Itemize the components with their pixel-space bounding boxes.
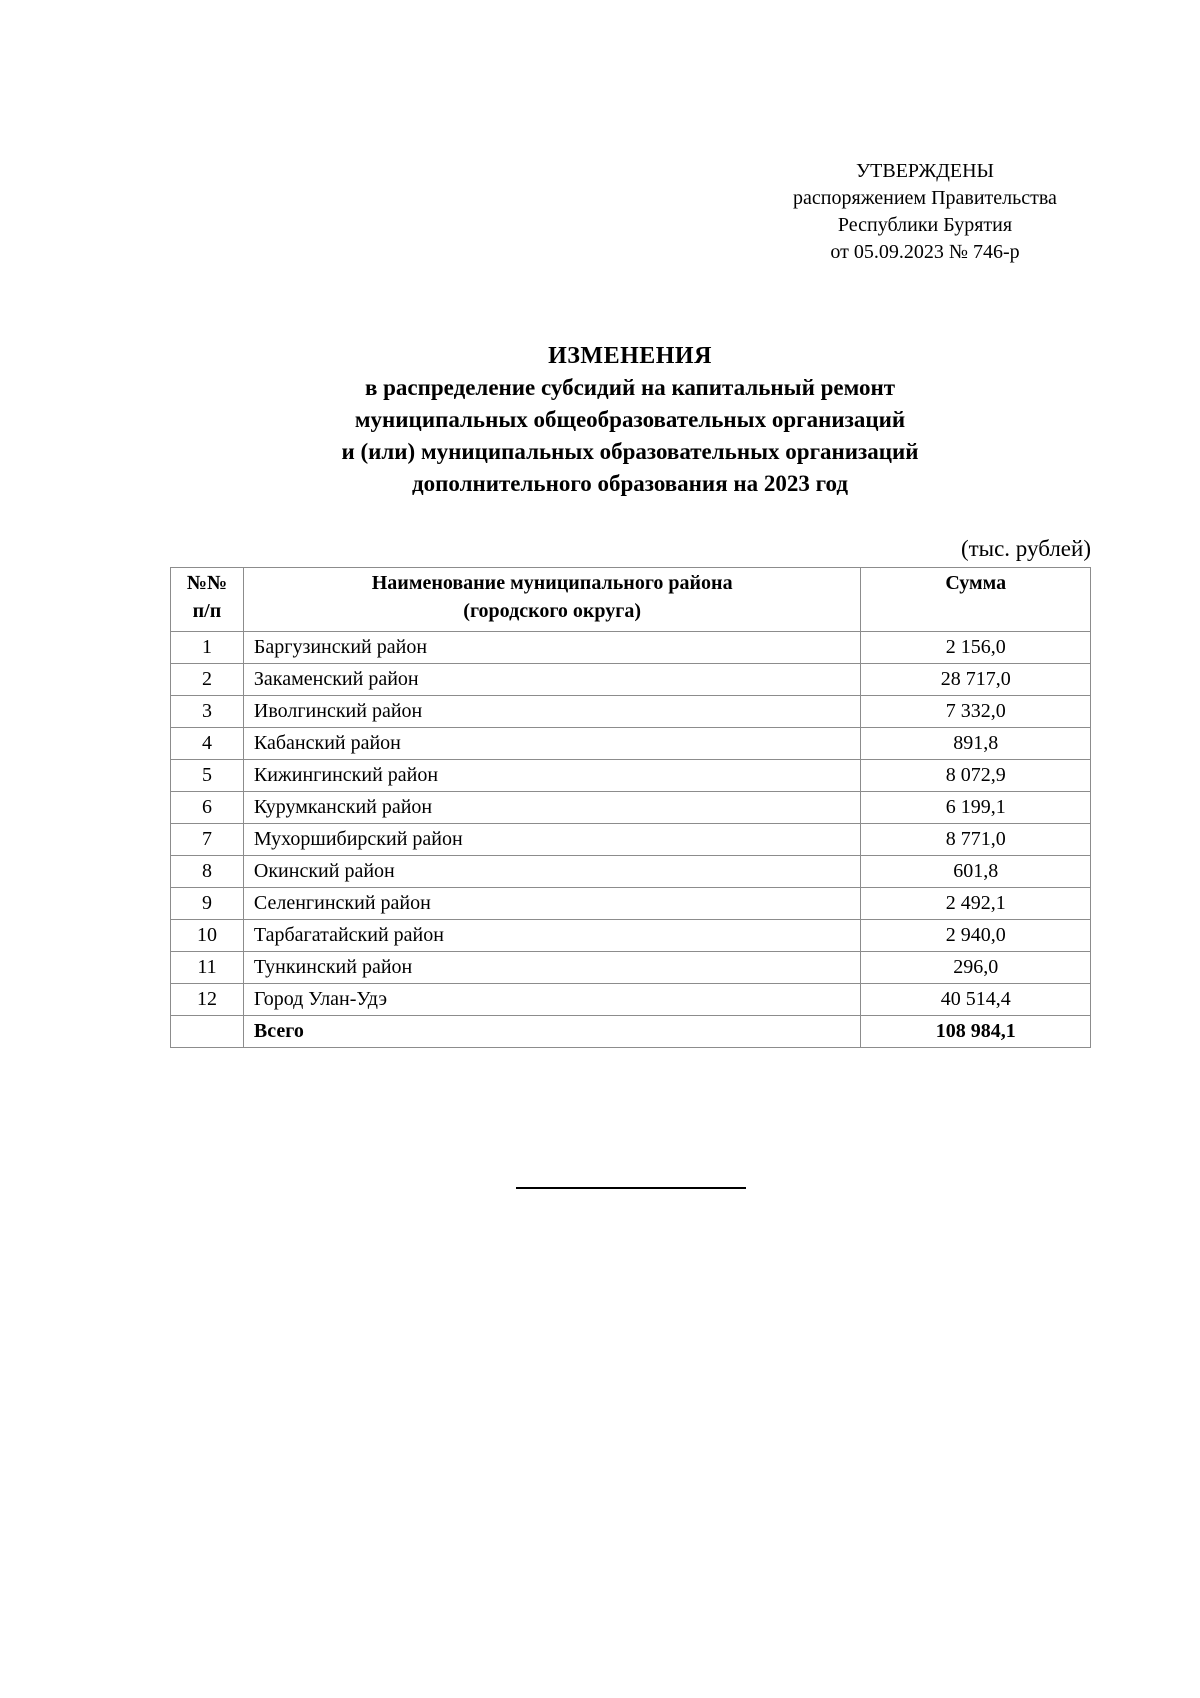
document-subtitle-line-2: муниципальных общеобразовательных организаций — [354, 407, 906, 432]
row-sum: 2 156,0 — [861, 632, 1091, 664]
header-number-line-1: №№ — [186, 572, 228, 594]
table-row — [171, 632, 1091, 664]
document-subtitle-line-3: и (или) муниципальных образовательных организаций — [341, 439, 919, 464]
header-number-line-2: п/п — [192, 600, 222, 622]
row-number: 6 — [171, 792, 244, 824]
row-district-name: Мухоршибирский район — [243, 824, 861, 856]
row-sum: 28 717,0 — [861, 664, 1091, 696]
row-sum: 8 771,0 — [861, 824, 1091, 856]
row-sum: 891,8 — [861, 728, 1091, 760]
header-district-name-line-1: Наименование муниципального района — [371, 572, 733, 594]
table-row — [171, 792, 1091, 824]
row-district-name: Закаменский район — [243, 664, 861, 696]
row-number: 2 — [171, 664, 244, 696]
row-sum: 2 940,0 — [861, 920, 1091, 952]
row-number: 4 — [171, 728, 244, 760]
subsidy-table — [170, 567, 1091, 1048]
document-subtitle-line-4: дополнительного образования на 2023 год — [412, 471, 848, 496]
table-row — [171, 824, 1091, 856]
table-row — [171, 888, 1091, 920]
row-district-name: Курумканский район — [243, 792, 861, 824]
row-number: 8 — [171, 856, 244, 888]
row-district-name: Кабанский район — [243, 728, 861, 760]
row-number: 10 — [171, 920, 244, 952]
row-number: 12 — [171, 984, 244, 1016]
table-row — [171, 760, 1091, 792]
row-sum: 2 492,1 — [861, 888, 1091, 920]
approval-heading: УТВЕРЖДЕНЫ — [855, 160, 995, 182]
row-district-name: Селенгинский район — [243, 888, 861, 920]
table-row — [171, 920, 1091, 952]
row-sum: 8 072,9 — [861, 760, 1091, 792]
row-district-name: Окинский район — [243, 856, 861, 888]
table-header-row — [171, 568, 1091, 632]
row-district-name: Баргузинский район — [243, 632, 861, 664]
row-number: 3 — [171, 696, 244, 728]
row-number: 1 — [171, 632, 244, 664]
total-row — [171, 1016, 1091, 1048]
row-district-name: Тарбагатайский район — [243, 920, 861, 952]
document-subtitle-line-1: в распределение субсидий на капитальный ремонт — [364, 375, 896, 400]
total-label: Всего — [243, 1016, 861, 1048]
row-sum: 7 332,0 — [861, 696, 1091, 728]
row-number: 9 — [171, 888, 244, 920]
document-heading: ИЗМЕНЕНИЯ — [548, 343, 712, 369]
row-sum: 296,0 — [861, 952, 1091, 984]
header-number — [171, 568, 244, 632]
total-row-number — [171, 1016, 244, 1048]
header-district-name — [243, 568, 861, 632]
document-title — [160, 340, 1100, 500]
table-row — [171, 856, 1091, 888]
approval-authority: распоряжением Правительства — [793, 187, 1057, 209]
approval-order-reference: от 05.09.2023 № 746-р — [830, 241, 1020, 263]
table-row — [171, 664, 1091, 696]
closing-divider-line — [516, 1187, 746, 1189]
row-number: 7 — [171, 824, 244, 856]
table-row — [171, 696, 1091, 728]
row-sum: 6 199,1 — [861, 792, 1091, 824]
units-note: (тыс. рублей) — [960, 536, 1091, 561]
row-number: 11 — [171, 952, 244, 984]
total-sum: 108 984,1 — [861, 1016, 1091, 1048]
table-body — [171, 632, 1091, 1048]
approval-republic: Республики Бурятия — [837, 214, 1013, 236]
table-row — [171, 984, 1091, 1016]
table-row — [171, 952, 1091, 984]
row-district-name: Город Улан-Удэ — [243, 984, 861, 1016]
table-row — [171, 728, 1091, 760]
row-number: 5 — [171, 760, 244, 792]
row-district-name: Иволгинский район — [243, 696, 861, 728]
row-sum: 40 514,4 — [861, 984, 1091, 1016]
row-district-name: Тункинский район — [243, 952, 861, 984]
header-sum: Сумма — [861, 568, 1091, 632]
row-district-name: Кижингинский район — [243, 760, 861, 792]
row-sum: 601,8 — [861, 856, 1091, 888]
header-district-name-line-2: (городского округа) — [463, 600, 642, 622]
approval-stamp — [760, 158, 1090, 266]
